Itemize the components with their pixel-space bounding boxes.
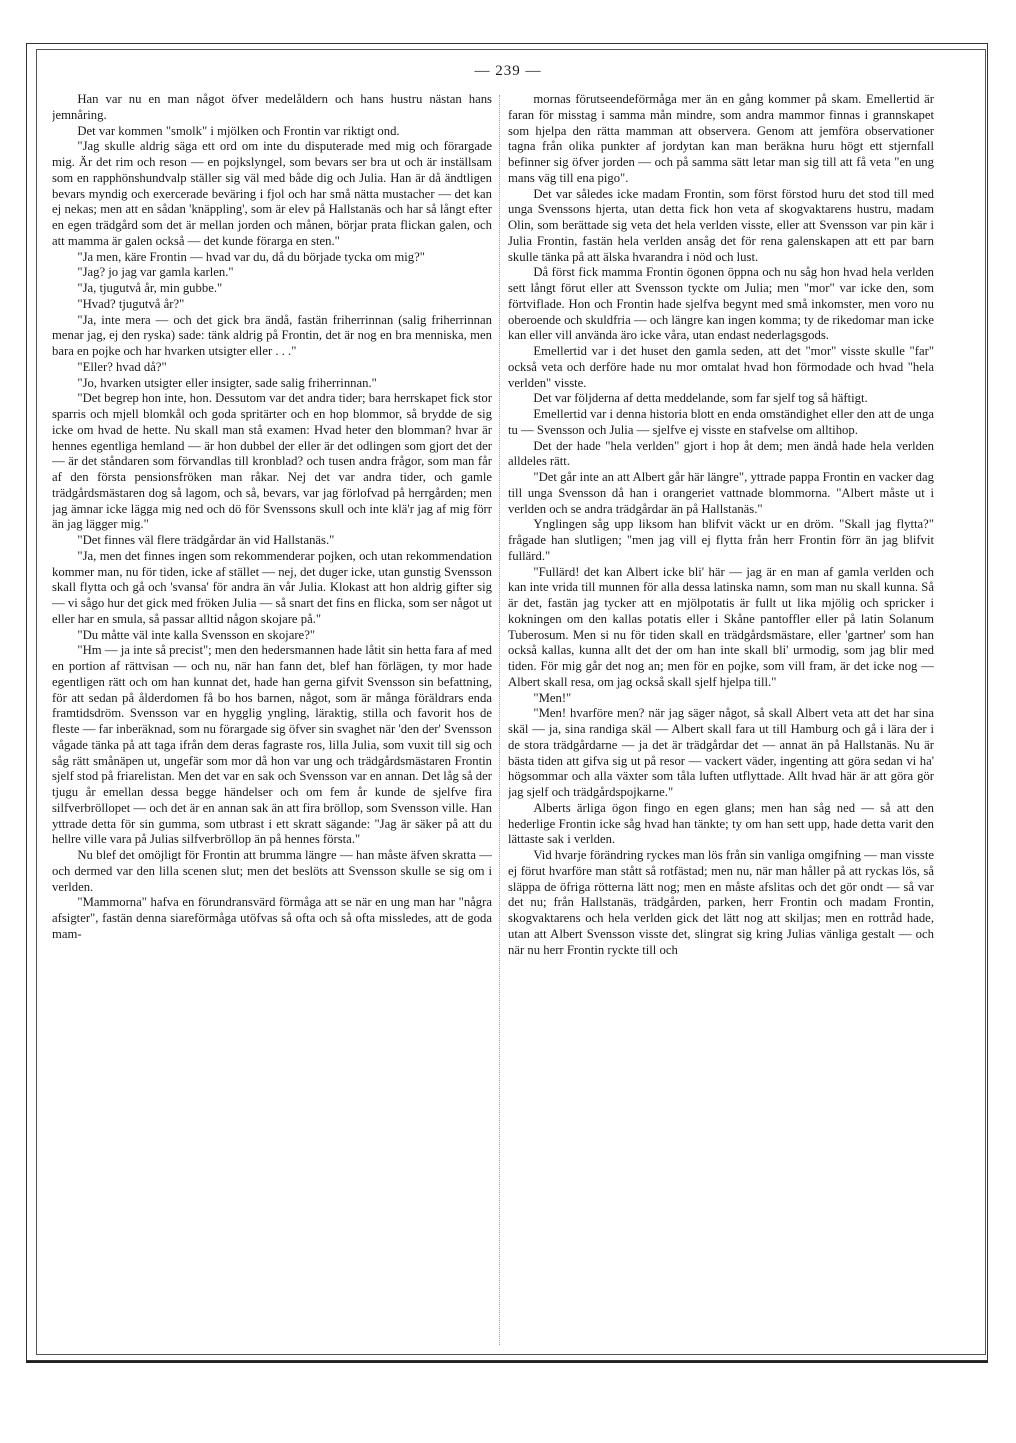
page-number: — 239 — bbox=[474, 63, 542, 79]
column-divider bbox=[499, 95, 500, 1345]
paragraph: Vid hvarje förändring ryckes man lös från sin vanliga omgifning — man visste ej förut hvarföre man stått så rotfästad; men nu, när man håller på att ryckas lös, så släppa de öfriga rötterna lätt nog; men en måste afslitas och det gör ondt — så var det nu; från Hallstanäs, trädgården, parken, herr Frontin och madam Frontin, skogvaktarens och hela verlden gick det lätt nog att skiljas; men en rottråd hade, utan att Albert Svensson visste det, slingrat sig kring Julias vänliga gestalt — och när nu herr Frontin ryckte till och bbox=[508, 848, 934, 957]
paragraph: "Ja, inte mera — och det gick bra ändå, fastän friherrinnan (salig friherrinnan menar jag, ej den ryska) sade: tänk aldrig på Frontin, det är nog en bra menniska, men bara en pojke och har hvarken utsigter eller . . ." bbox=[52, 312, 492, 358]
paragraph: "Du måtte väl inte kalla Svensson en skojare?" bbox=[77, 627, 316, 642]
paragraph: Det var kommen "smolk" i mjölken och Frontin var riktigt ond. bbox=[77, 123, 400, 138]
paragraph: Det var följderna af detta meddelande, som far sjelf tog så häftigt. bbox=[533, 391, 868, 406]
paragraph: Det der hade "hela verlden" gjort i hop åt dem; men ändå hade hela verlden alldeles rätt. bbox=[508, 438, 934, 469]
paragraph: mornas förutseendeförmåga mer än en gång kommer på skam. Emellertid är faran för misstag i samma mån mindre, som andra mammor finnas i grannskapet som hjelpa den rätta mamman att observera. Genom att jemföra observationer tagna från olika punkter af jordytan kan man beräkna huru högt ett stjernfall befinner sig öfver jorden — och på samma sätt letar man sig till att få veta "en ung mans väg till ena pigo". bbox=[508, 92, 934, 185]
paragraph: "Jo, hvarken utsigter eller insigter, sade salig friherrinnan." bbox=[77, 375, 377, 390]
paragraph: Det var således icke madam Frontin, som först förstod huru det stod till med unga Svenssons hjerta, utan detta fick hon veta af skogvaktarens hustru, madam Olin, som berättade sig veta det hela verlden visste, eller att Svensson var pin kär i Julia Frontin, fastän hela verlden ansåg det för rena galenskapen att ett par barn skulle tänka på att älska hvarandra i nöd och lust. bbox=[508, 186, 934, 264]
paragraph: Nu blef det omöjligt för Frontin att brumma längre — han måste äfven skratta — och dermed var den lilla scenen slut; men det beslöts att Svensson skulle se sig om i verlden. bbox=[52, 848, 492, 894]
paragraph: "Jag skulle aldrig säga ett ord om inte du disputerade med mig och förargade mig. Är det rim och reson — en pojkslyngel, som bevars ser bra ut och är inställsam som en rapphönshundvalp ställer sig väl med både dig och Julia. Han är då ändtligen bevars myndig och exercerade beväring i fjol och har små nätta mustacher — det kan ej nekas; men att en sådan 'knäppling', som är elev på Hallstanäs och har så långt efter en egen trädgård som det är mellan jorden och månen, börjar prata flickan galen, och att mamma är galen också — det kunde förarga en sten." bbox=[52, 139, 492, 248]
paragraph: Då först fick mamma Frontin ögonen öppna och nu såg hon hvad hela verlden sett långt förut eller att Svensson tyckte om Julia; men "mor" var icke den, som förtviflade. Hon och Frontin hade sjelfva begynt med små inkomster, men voro nu oberoende och skuldfria — och längre kan ingen komma; ty de rikedomar man icke kan eller vill använda äro icke våra, utan endast nederlagsgods. bbox=[508, 265, 934, 343]
paragraph: "Mammorna" hafva en förundransvärd förmåga att se när en ung man har "några afsigter", fastän denna siareförmåga utöfvas så ofta och så ofta missledes, att de goda mam- bbox=[52, 895, 492, 941]
paragraph: "Det begrep hon inte, hon. Dessutom var det andra tider; bara herrskapet fick stor sparris och mjell blomkål och goda spritärter och en hop blommor, så brydde de sig icke om hvad de hette. Nu skall man stå examen: Hvad heter den blomman? hvar är hennes egentliga hemland — är hon dubbel der eller är det odlingen som gjort det der — är det ståndaren som förvandlas till kronblad? och tusen andra frågor, som man får af den första pensionsfröken man råkar. Nej det var andra tider, och gamle trädgårdsmästaren dog så lagom, och så, bevars, var jag förlofvad på herrgården; men jag ämnar icke lägga mig ned och dö för Svenssons skull och inte klä'r jag af mig förr än jag lägger mig." bbox=[52, 391, 492, 532]
paragraph: Emellertid var i denna historia blott en enda omständighet eller den att de unga tu — Svensson och Julia — sjelfve ej visste en stafvelse om alltihop. bbox=[508, 407, 934, 437]
paragraph: "Ja men, käre Frontin — hvad var du, då du började tycka om mig?" bbox=[77, 249, 425, 264]
paragraph: Han var nu en man något öfver medelåldern och hans hustru nästan hans jemnåring. bbox=[52, 92, 492, 122]
paragraph: "Ja, men det finnes ingen som rekommenderar pojken, och utan rekommendation kommer man, nu för tiden, icke af stället — nej, det duger icke, utan gunstig Svensson skall flytta och gå och 'svansa' för andra än vår Julia. Klokast att hon aldrig gifter sig — vi sågo hur det gick med fröken Julia — så snart det fins en flicka, som ser något ut eller har en smula, så passar alltid någon skojare på." bbox=[52, 548, 492, 626]
bottom-rule bbox=[26, 1361, 988, 1363]
paragraph: "Men! hvarföre men? när jag säger något, så skall Albert veta att det har sina skäl — ja, sina randiga skäl — Albert skall fara ut till Hamburg och gå i lära der i de stora trädgårdarne — ja det är trädgårdar det — annat än på Hallstanäs. Nu är bästa tiden att gifva sig ut på resor — vackert väder, ingenting att göra sedan vi ha' högsommar och alla växter som tåla luften utflyttade. Allt hvad här är att göra gör jag sjelf och trädgårdspojkarne." bbox=[508, 706, 934, 799]
paragraph: "Ja, tjugutvå år, min gubbe." bbox=[77, 281, 223, 295]
paragraph: "Men!" bbox=[533, 690, 572, 705]
paragraph: "Hm — ja inte så precist"; men den hedersmannen hade låtit sin hetta fara af med en portion af rättvisan — och nu, när han fann det, blef han förlägen, ty mor hade egentligen rätt och om han kunnat det, hade han gerna gifvit Svensson sin befattning, för att sedan på ålderdomen få bo hos barnen, något, som är många föräldrars enda framtidsdröm. Svensson var en hygglig yngling, läraktig, stilla och favorit hos de fleste — far inberäknad, som nu förargade sig öfver sin svaghet när 'den der' Svensson vågade tänka på att taga ifrån dem deras fagraste ros, lilla Julia, som vuxit till sig och såg rätt smånäpen ut, ungefär som mor då hon var ung och trädgårdsmästaren Frontin sjelf stod på friarelistan. Men det var en sak och Svensson var en annan. Det låg så der tjugu år emellan dessa begge händelser och om fem år kunde de sjelfve fira silfverbröllopet — och det är en annan sak än att fira bröllop, som Svensson ville. Han yttrade detta för sin gumma, som utbrast i ett skratt sägande: "Jag är säker på att du hellre ville vara på Julias silfverbröllop än på hennes första." bbox=[52, 643, 492, 847]
paragraph: Emellertid var i det huset den gamla seden, att det "mor" visste skulle "far" också veta och derföre hade nu mor omtalat hvad hon förmodade och hvad "hela verlden" visste. bbox=[508, 344, 934, 390]
paragraph: "Eller? hvad då?" bbox=[77, 359, 167, 374]
paragraph: "Fullärd! det kan Albert icke bli' här — jag är en man af gamla verlden och kan inte vrida till munnen för alla dessa latinska namn, som man nu skall kunna. Så är det, fastän jag tycker att en mjölpotatis är fullt ut lika mjölig och spricker i kokningen om den kallas potatis eller i Skåne pantoffler eller på latin Solanum Tuberosum. Men si nu för tiden skall en trädgårdsmästare, eller 'gartner' som han också kallas, kunna allt det der om han inte skall bli' urmodig, som jag blir med tiden. För mig går det nog an; men för en pojke, som vill fram, är det icke nog — Albert skall resa, om jag också skall sjelf hjelpa till." bbox=[508, 564, 934, 689]
text-column-right bbox=[508, 92, 934, 1347]
paragraph: "Jag? jo jag var gamla karlen." bbox=[77, 265, 234, 280]
text-column-left bbox=[52, 92, 492, 1347]
paragraph: "Det finnes väl flere trädgårdar än vid Hallstanäs." bbox=[77, 533, 335, 547]
paragraph: "Hvad? tjugutvå år?" bbox=[77, 296, 185, 311]
paragraph: Ynglingen såg upp liksom han blifvit väckt ur en dröm. "Skall jag flytta?" frågade han slutligen; "men jag vill ej flytta från herr Frontin förr än jag blifvit fullärd." bbox=[508, 517, 934, 563]
paragraph: "Det går inte an att Albert går här längre", yttrade pappa Frontin en vacker dag till unga Svensson då han i orangeriet vattnade blommorna. "Albert måste ut i verlden och se andra trädgårdar än på Hallstanäs." bbox=[508, 470, 934, 516]
paragraph: Alberts ärliga ögon fingo en egen glans; men han såg ned — så att den hederlige Frontin icke såg hvad han tänkte; ty om han sett upp, hade detta varit den lättaste sak i verlden. bbox=[508, 800, 934, 847]
